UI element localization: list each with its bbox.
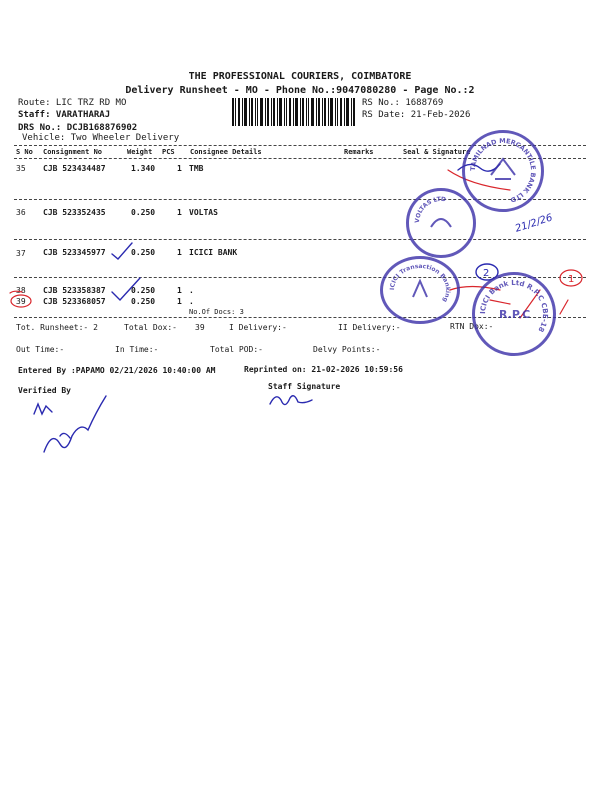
row-37-consignment: CJB 523345977 [43, 248, 106, 257]
voltas-stamp [406, 188, 476, 258]
row-39-consignment: CJB 523368057 [43, 297, 106, 306]
entered-by: Entered By :PAPAMO 02/21/2026 10:40:00 AM [18, 366, 216, 375]
svg-text:TAMILNAD MERCANTILE BANK LTD: TAMILNAD MERCANTILE BANK LTD [468, 136, 538, 204]
svg-text:2: 2 [483, 268, 490, 279]
circled-number-1 [558, 268, 586, 290]
vehicle-label: Vehicle: Two Wheeler Delivery [22, 133, 180, 143]
row-36-sno: 36 [16, 208, 26, 217]
rs-date: RS Date: 21-Feb-2026 [362, 110, 471, 120]
row-39-sno: 39 [16, 297, 26, 306]
svg-text:VOLTAS LTD: VOLTAS LTD [413, 195, 447, 224]
staff-label: Staff: VARATHARAJ [18, 110, 111, 120]
col-consignee: Consignee Details [190, 148, 262, 156]
delvy-points: Delvy Points:- [313, 345, 381, 354]
runsheet-subtitle: Delivery Runsheet - MO - Phone No.:9047080280 - Page No.:2 [125, 85, 475, 96]
staff-signature-label: Staff Signature [268, 382, 341, 391]
svg-text:1: 1 [568, 274, 575, 285]
row-38-consignee: . [189, 286, 194, 295]
company-title: THE PROFESSIONAL COURIERS, COIMBATORE [188, 71, 412, 82]
ii-delivery: II Delivery:- [338, 323, 401, 332]
no-of-docs: No.Of Docs: 3 [189, 308, 244, 316]
circle-mark-icon [11, 295, 31, 307]
checkmark-icon [112, 243, 132, 259]
row-37-sno: 37 [16, 249, 26, 258]
col-seal: Seal & Signature [403, 148, 471, 156]
red-scribble-icon [10, 291, 22, 293]
tmb-bank-stamp [462, 130, 544, 212]
out-time: Out Time:- [16, 345, 65, 354]
row-36-consignment: CJB 523352435 [43, 208, 106, 217]
svg-text:ICICI Bank Ltd R.P.C CBE-18: ICICI Bank Ltd R.P.C CBE-18 [478, 278, 550, 334]
icici-rpc-stamp [472, 272, 556, 356]
col-weight: Weight [127, 148, 153, 156]
svg-text:ICICI Transaction Banking: ICICI Transaction Banking [388, 262, 452, 304]
tot-runsheet: Tot. Runsheet:- 2 [16, 323, 98, 332]
handwritten-date [512, 205, 567, 237]
row-37-consignee: ICICI BANK [189, 248, 238, 257]
rs-number: RS No.: 1688769 [362, 98, 444, 108]
total-dox-label: Total Dox:- [124, 323, 177, 332]
row-35-consignment: CJB 523434487 [43, 164, 106, 173]
checkmark-icon [112, 278, 140, 300]
drs-number: DRS No.: DCJB168876902 [18, 123, 138, 133]
row-38-weight: 0.250 [131, 286, 156, 295]
route-label: Route: LIC TRZ RD MO [18, 98, 127, 108]
i-delivery: I Delivery:- [229, 323, 287, 332]
col-remarks: Remarks [344, 148, 374, 156]
icici-branch-stamp [380, 256, 460, 324]
in-time: In Time:- [115, 345, 159, 354]
row-35-pcs: 1 [177, 164, 182, 173]
verifier-signature-icon [34, 404, 52, 414]
row-39-consignee: . [189, 297, 194, 306]
total-dox-value: 39 [195, 323, 205, 332]
verifier-signature-icon [44, 396, 106, 452]
row-37-pcs: 1 [177, 248, 182, 257]
row-38-consignment: CJB 523358387 [43, 286, 106, 295]
verified-by: Verified By [18, 386, 71, 395]
col-sno: S No [16, 148, 33, 156]
row-38-pcs: 1 [177, 286, 182, 295]
row-36-pcs: 1 [177, 208, 182, 217]
row-35-weight: 1.340 [131, 164, 156, 173]
row-39-weight: 0.250 [131, 297, 156, 306]
reprinted-on: Reprinted on: 21-02-2026 10:59:56 [244, 365, 403, 374]
row-37-weight: 0.250 [131, 248, 156, 257]
rtn-dox: RTN Dox:- [450, 322, 494, 331]
col-pcs: PCS [162, 148, 175, 156]
row-39-pcs: 1 [177, 297, 182, 306]
svg-text:21/2/26: 21/2/26 [513, 212, 554, 235]
col-consignment: Consignment No [43, 148, 103, 156]
row-35-consignee: TMB [189, 164, 204, 173]
row-38-sno: 38 [16, 286, 26, 295]
staff-signature-icon [270, 396, 312, 405]
row-35-sno: 35 [16, 164, 26, 173]
row-36-weight: 0.250 [131, 208, 156, 217]
total-pod: Total POD:- [210, 345, 263, 354]
row-36-consignee: VOLTAS [189, 208, 218, 217]
svg-text:R.P.C: R.P.C [499, 308, 531, 321]
